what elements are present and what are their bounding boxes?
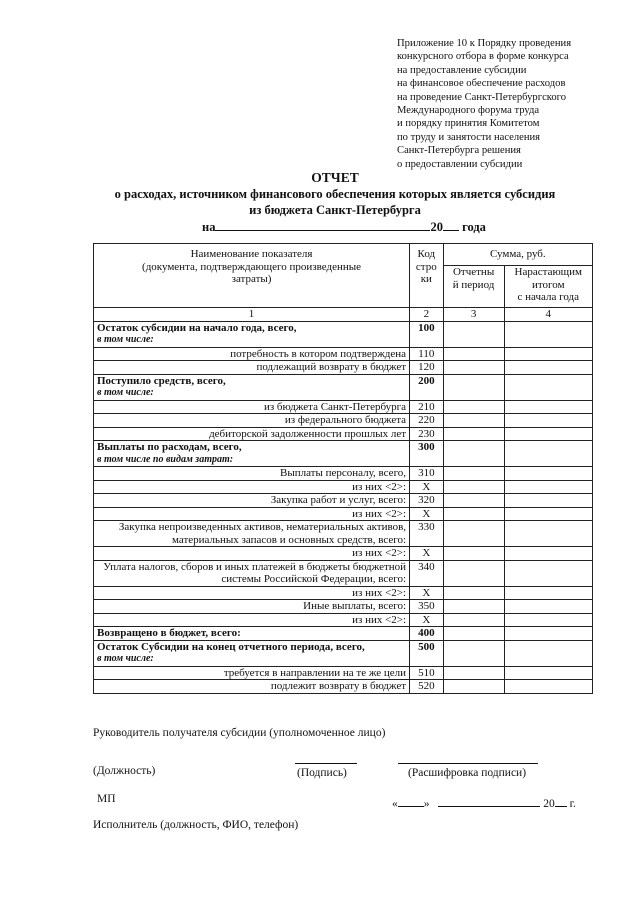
row-code: 100 (410, 321, 444, 347)
header-cumulative-line: итогом (532, 278, 565, 291)
row-label: из них <2>: (94, 586, 410, 600)
day-blank[interactable] (398, 796, 424, 807)
value-cell[interactable] (504, 441, 592, 467)
table-row (94, 480, 593, 494)
appendix-line: Международного форума труда (397, 105, 540, 117)
decode-line[interactable] (398, 763, 538, 764)
row-sublabel: в том числе: (97, 334, 154, 345)
row-code: 310 (410, 467, 444, 481)
table-header-row (94, 244, 593, 266)
appendix-line: Санкт-Петербурга решения (397, 145, 521, 157)
row-label: из них <2>: (94, 480, 410, 494)
header-code-line: стро (415, 260, 437, 273)
row-label (94, 640, 410, 666)
row-label: из федерального бюджета (94, 414, 410, 428)
row-code: X (410, 613, 444, 627)
row-code: 500 (410, 640, 444, 666)
table-row (94, 600, 593, 614)
report-period (202, 219, 486, 235)
table-row (94, 321, 593, 347)
value-cell[interactable] (504, 414, 592, 428)
value-cell[interactable] (443, 666, 504, 680)
appendix-line: конкурсного отбора в форме конкурса (397, 51, 569, 63)
value-cell[interactable] (443, 467, 504, 481)
row-label: Иные выплаты, всего: (94, 600, 410, 614)
row-label: Уплата налогов, сборов и иных платежей в бюджеты бюджетной системы Российской Федерации, всего: (94, 560, 410, 586)
header-reporting (443, 266, 504, 308)
row-code: 200 (410, 374, 444, 400)
value-cell[interactable] (443, 547, 504, 561)
table-row (94, 467, 593, 481)
report-subtitle-2: из бюджета Санкт-Петербурга (249, 203, 421, 217)
row-code: 210 (410, 400, 444, 414)
value-cell[interactable] (443, 400, 504, 414)
row-code: X (410, 586, 444, 600)
value-cell[interactable] (443, 321, 504, 347)
header-cumulative (504, 266, 592, 308)
table-row (94, 347, 593, 361)
value-cell[interactable] (443, 640, 504, 666)
table-row (94, 547, 593, 561)
row-code: 110 (410, 347, 444, 361)
column-numbers-row (94, 308, 593, 322)
appendix-line: на проведение Санкт-Петербургского (397, 91, 567, 103)
table-row (94, 361, 593, 375)
value-cell[interactable] (504, 347, 592, 361)
date-suffix: г. (569, 798, 576, 810)
value-cell[interactable] (504, 627, 592, 641)
row-label: из них <2>: (94, 613, 410, 627)
header-cumulative-line: Нарастающим (514, 266, 582, 278)
appendix-line: Приложение 10 к Порядку проведения (397, 38, 572, 49)
value-cell[interactable] (443, 627, 504, 641)
value-cell[interactable] (504, 547, 592, 561)
row-label (94, 374, 410, 400)
table-row (94, 400, 593, 414)
col-number: 1 (94, 308, 410, 322)
row-label: подлежащий возврату в бюджет (94, 361, 410, 375)
value-cell[interactable] (504, 600, 592, 614)
row-code: 510 (410, 666, 444, 680)
row-code: 220 (410, 414, 444, 428)
row-label (94, 441, 410, 467)
header-code-line: Код (417, 248, 436, 260)
row-label-text: Выплаты по расходам, всего, (97, 441, 242, 453)
stamp-label: МП (97, 793, 116, 805)
value-cell[interactable] (504, 613, 592, 627)
appendix-line: по труду и занятости населения (397, 131, 541, 143)
position-label: (Должность) (93, 765, 156, 777)
row-code: 350 (410, 600, 444, 614)
period-suffix: года (462, 220, 486, 234)
row-label: подлежит возврату в бюджет (94, 680, 410, 694)
table-row (94, 427, 593, 441)
value-cell[interactable] (504, 374, 592, 400)
value-cell[interactable] (443, 560, 504, 586)
col-number: 2 (410, 308, 444, 322)
table-row (94, 666, 593, 680)
row-code: 400 (410, 627, 444, 641)
year-blank[interactable] (443, 219, 459, 231)
value-cell[interactable] (504, 361, 592, 375)
row-label: Выплаты персоналу, всего, (94, 467, 410, 481)
value-cell[interactable] (504, 586, 592, 600)
report-title: ОТЧЕТ (311, 170, 359, 185)
signature-line[interactable] (295, 763, 357, 764)
value-cell[interactable] (443, 600, 504, 614)
header-name-line: (документа, подтверждающего произведенные (142, 260, 362, 273)
row-label: из бюджета Санкт-Петербурга (94, 400, 410, 414)
value-cell[interactable] (443, 441, 504, 467)
header-name (94, 244, 410, 308)
table-row (94, 414, 593, 428)
value-cell[interactable] (443, 414, 504, 428)
table-row (94, 613, 593, 627)
month-blank[interactable] (438, 796, 540, 807)
header-reporting-line: Отчетны (452, 266, 495, 278)
row-label-text: Поступило средств, всего, (97, 374, 226, 387)
table-row (94, 441, 593, 467)
row-code: 120 (410, 361, 444, 375)
row-sublabel: в том числе по видам затрат: (97, 453, 234, 465)
row-label: потребность в котором подтверждена (94, 347, 410, 361)
row-code: 520 (410, 680, 444, 694)
value-cell[interactable] (443, 361, 504, 375)
row-code: 330 (410, 521, 444, 547)
value-cell[interactable] (504, 467, 592, 481)
head-label: Руководитель получателя субсидии (уполномоченное лицо) (93, 727, 386, 739)
value-cell[interactable] (443, 586, 504, 600)
value-cell[interactable] (504, 480, 592, 494)
appendix-line: на предоставление субсидии (397, 64, 527, 76)
row-code: 300 (410, 441, 444, 467)
value-cell[interactable] (443, 347, 504, 361)
value-cell[interactable] (443, 480, 504, 494)
value-cell[interactable] (443, 613, 504, 627)
value-cell[interactable] (504, 494, 592, 508)
table-row (94, 586, 593, 600)
table-row (94, 374, 593, 400)
value-cell[interactable] (504, 507, 592, 521)
row-label: из них <2>: (94, 507, 410, 521)
signature-label: (Подпись) (297, 767, 347, 779)
appendix-line: на финансовое обеспечение расходов (397, 78, 566, 90)
header-cumulative-line: с начала года (517, 291, 580, 303)
table-row (94, 507, 593, 521)
row-label: Закупка непроизведенных активов, нематериальных активов, материальных запасов и основных средств, всего: (94, 521, 410, 547)
decode-label: (Расшифровка подписи) (408, 767, 527, 779)
row-label: дебиторской задолженности прошлых лет (94, 427, 410, 441)
row-code: X (410, 547, 444, 561)
value-cell[interactable] (504, 666, 592, 680)
row-code: 320 (410, 494, 444, 508)
row-label: Закупка работ и услуг, всего: (94, 494, 410, 508)
value-cell[interactable] (443, 427, 504, 441)
value-cell[interactable] (504, 400, 592, 414)
date-close: » (423, 798, 430, 810)
table-row (94, 640, 593, 666)
row-sublabel: в том числе: (97, 653, 154, 664)
period-prefix: на (202, 220, 216, 234)
row-code: X (410, 507, 444, 521)
report-subtitle: о расходах, источником финансового обеспечения которых является субсидия (114, 187, 556, 201)
value-cell[interactable] (443, 494, 504, 508)
row-label: из них <2>: (94, 547, 410, 561)
row-label: Возвращено в бюджет, всего: (94, 627, 410, 641)
date-open: « (392, 798, 398, 810)
value-cell[interactable] (504, 321, 592, 347)
header-reporting-line: й период (452, 278, 495, 291)
report-table (93, 243, 593, 694)
table-row (94, 627, 593, 641)
date-field (392, 796, 576, 810)
table-row (94, 680, 593, 694)
value-cell[interactable] (504, 640, 592, 666)
value-cell[interactable] (504, 427, 592, 441)
row-sublabel: в том числе: (97, 387, 154, 398)
value-cell[interactable] (443, 374, 504, 400)
value-cell[interactable] (504, 521, 592, 547)
header-name-line: затраты) (231, 273, 272, 285)
row-label: требуется в направлении на те же цели (94, 666, 410, 680)
appendix-line: и порядку принятия Комитетом (397, 118, 540, 130)
table-row (94, 494, 593, 508)
row-code: 340 (410, 560, 444, 586)
value-cell[interactable] (443, 680, 504, 694)
row-label (94, 321, 410, 347)
row-label-text: Остаток субсидии на начало года, всего, (97, 321, 297, 334)
executor-label: Исполнитель (должность, ФИО, телефон) (93, 819, 299, 831)
row-code: 230 (410, 427, 444, 441)
date-year: 20 (543, 798, 555, 810)
row-code: X (410, 480, 444, 494)
row-label-text: Остаток Субсидии на конец отчетного периода, всего, (97, 640, 365, 653)
header-name-line: Наименование показателя (190, 248, 313, 260)
table-row (94, 521, 593, 547)
period-year: 20 (430, 220, 443, 234)
table-row (94, 560, 593, 586)
value-cell[interactable] (443, 507, 504, 521)
appendix-line: о предоставлении субсидии (397, 158, 523, 170)
col-number: 4 (504, 308, 592, 322)
period-blank[interactable] (215, 219, 430, 231)
value-cell[interactable] (504, 560, 592, 586)
header-sum: Сумма, руб. (443, 244, 592, 266)
col-number: 3 (443, 308, 504, 322)
appendix-note (397, 37, 632, 171)
value-cell[interactable] (504, 680, 592, 694)
header-code (410, 244, 444, 308)
year-blank[interactable] (555, 796, 567, 807)
header-code-line: ки (420, 273, 432, 285)
value-cell[interactable] (443, 521, 504, 547)
